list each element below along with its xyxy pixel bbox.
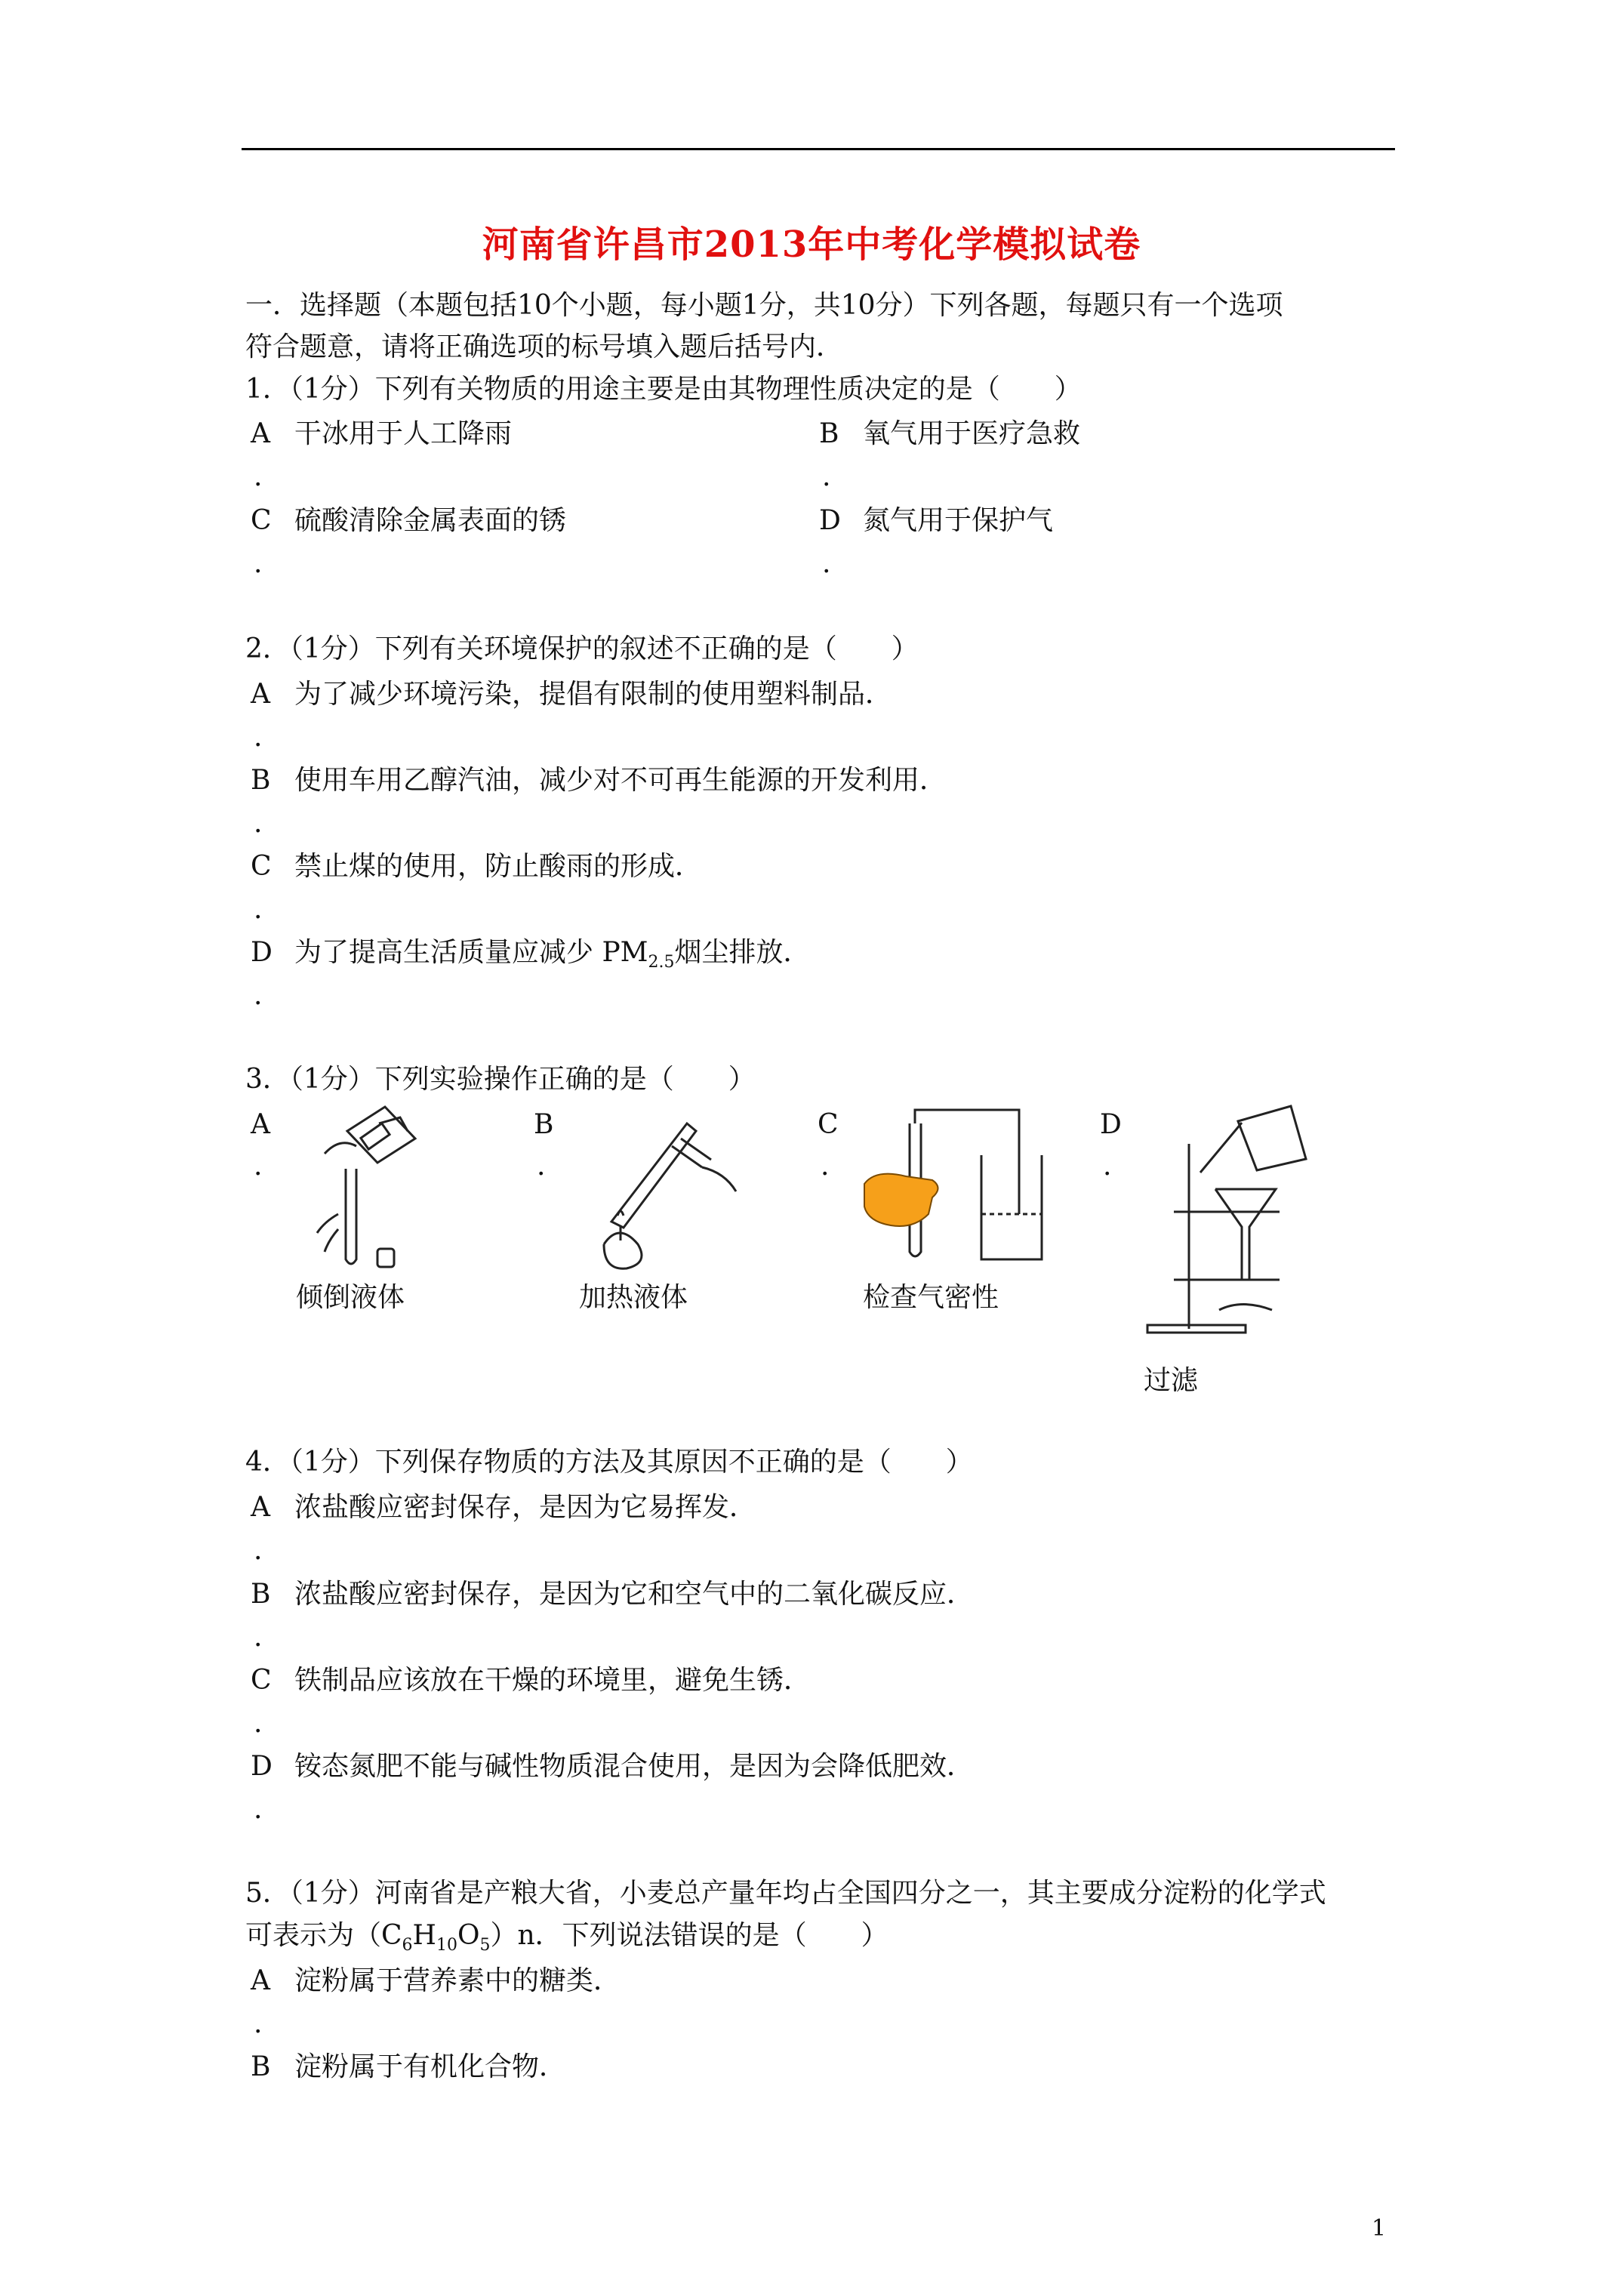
q1-option-d-text: 氮气用于保护气 bbox=[863, 505, 1054, 536]
q4-option-c-dot: . bbox=[254, 1708, 263, 1739]
q5-stem-line2: 可表示为$(C_6H_{10}O_5)n$．下列说法错误的是（ ） bbox=[245, 1920, 888, 1955]
q5-option-a-letter: A bbox=[251, 1965, 270, 1996]
q1-option-a-letter: A bbox=[251, 418, 270, 449]
q1-option-a-text: 干冰用于人工降雨 bbox=[294, 418, 513, 449]
q3-option-d-dot: . bbox=[1103, 1151, 1112, 1182]
q2-stem: 2．（1分）下列有关环境保护的叙述不正确的是（ ） bbox=[245, 633, 919, 664]
q2-option-d-dot: . bbox=[254, 980, 263, 1011]
q4-option-b-text: 浓盐酸应密封保存，是因为它和空气中的二氧化碳反应． bbox=[294, 1579, 975, 1610]
q3-option-b-dot: . bbox=[537, 1151, 546, 1182]
q3-option-a-caption: 倾倒液体 bbox=[296, 1282, 405, 1313]
q3-option-b-letter: B bbox=[534, 1109, 554, 1140]
q1-option-c-dot: . bbox=[254, 548, 263, 579]
q5-stem-line1: 5．（1分）河南省是产粮大省，小麦总产量年均占全国四分之一，其主要成分淀粉的化学式 bbox=[245, 1878, 1326, 1909]
filtration-illustration bbox=[1144, 1099, 1325, 1340]
q4-option-b-letter: B bbox=[251, 1579, 271, 1610]
page-number: 1 bbox=[1372, 2215, 1387, 2242]
q4-option-b-dot: . bbox=[254, 1622, 263, 1653]
q3-option-a-letter: A bbox=[251, 1109, 270, 1140]
q1-option-b-dot: . bbox=[822, 461, 831, 492]
q3-option-a-dot: . bbox=[254, 1151, 263, 1182]
q5-option-b-text: 淀粉属于有机化合物． bbox=[294, 2051, 567, 2082]
q3-stem: 3．（1分）下列实验操作正确的是（ ） bbox=[245, 1064, 756, 1095]
q4-option-d-text: 铵态氮肥不能与碱性物质混合使用，是因为会降低肥效． bbox=[294, 1751, 975, 1782]
q1-option-b-text: 氧气用于医疗急救 bbox=[863, 418, 1081, 449]
q2-option-b-dot: . bbox=[254, 808, 263, 839]
q4-stem: 4．（1分）下列保存物质的方法及其原因不正确的是（ ） bbox=[245, 1447, 973, 1478]
page-title: 河南省许昌市2013年中考化学模拟试卷 bbox=[482, 223, 1141, 266]
q3-option-c-dot: . bbox=[821, 1151, 830, 1182]
q2-option-d-text: 为了提高生活质量应减少 $PM_{2.5}$烟尘排放． bbox=[294, 937, 811, 972]
q3-option-b-caption: 加热液体 bbox=[579, 1282, 688, 1313]
q4-option-c-text: 铁制品应该放在干燥的环境里，避免生锈． bbox=[294, 1665, 812, 1696]
pouring-liquid-illustration bbox=[294, 1101, 445, 1274]
q4-option-a-letter: A bbox=[251, 1492, 270, 1523]
q2-option-b-letter: B bbox=[251, 765, 271, 796]
q2-option-c-text: 禁止煤的使用，防止酸雨的形成． bbox=[294, 851, 703, 882]
q1-option-c-letter: C bbox=[251, 505, 272, 536]
q3-option-d-letter: D bbox=[1100, 1109, 1122, 1140]
q1-option-d-dot: . bbox=[822, 548, 831, 579]
q2-option-a-dot: . bbox=[254, 722, 263, 753]
airtightness-check-illustration bbox=[861, 1101, 1049, 1274]
q3-option-d-caption: 过滤 bbox=[1144, 1365, 1199, 1396]
q5-option-b-letter: B bbox=[251, 2051, 271, 2082]
q1-option-d-letter: D bbox=[819, 505, 841, 536]
header-rule bbox=[242, 148, 1395, 150]
q1-option-b-letter: B bbox=[819, 418, 839, 449]
q1-option-c-text: 硫酸清除金属表面的锈 bbox=[294, 505, 567, 536]
q2-option-c-letter: C bbox=[251, 851, 272, 882]
section-heading-line2: 符合题意，请将正确选项的标号填入题后括号内． bbox=[245, 331, 844, 362]
q3-option-c-caption: 检查气密性 bbox=[863, 1282, 999, 1313]
q4-option-d-dot: . bbox=[254, 1794, 263, 1825]
q4-option-a-dot: . bbox=[254, 1535, 263, 1566]
heating-liquid-illustration bbox=[581, 1101, 747, 1274]
q5-option-a-dot: . bbox=[254, 2008, 263, 2039]
q4-option-a-text: 浓盐酸应密封保存，是因为它易挥发． bbox=[294, 1492, 757, 1523]
q5-option-a-text: 淀粉属于营养素中的糖类． bbox=[294, 1965, 621, 1996]
q2-option-b-text: 使用车用乙醇汽油，减少对不可再生能源的开发利用． bbox=[294, 765, 947, 796]
q2-option-d-letter: D bbox=[251, 937, 273, 968]
q2-option-a-text: 为了减少环境污染，提倡有限制的使用塑料制品． bbox=[294, 679, 893, 710]
q1-option-a-dot: . bbox=[254, 461, 263, 492]
q3-option-c-letter: C bbox=[818, 1109, 839, 1140]
q1-stem: 1．（1分）下列有关物质的用途主要是由其物理性质决定的是（ ） bbox=[245, 374, 1082, 405]
q2-option-c-dot: . bbox=[254, 894, 263, 925]
q2-option-a-letter: A bbox=[251, 679, 270, 710]
q4-option-c-letter: C bbox=[251, 1665, 272, 1696]
section-heading-line1: 一．选择题（本题包括10个小题，每小题1分，共10分）下列各题，每题只有一个选项 bbox=[245, 290, 1283, 321]
q4-option-d-letter: D bbox=[251, 1751, 273, 1782]
